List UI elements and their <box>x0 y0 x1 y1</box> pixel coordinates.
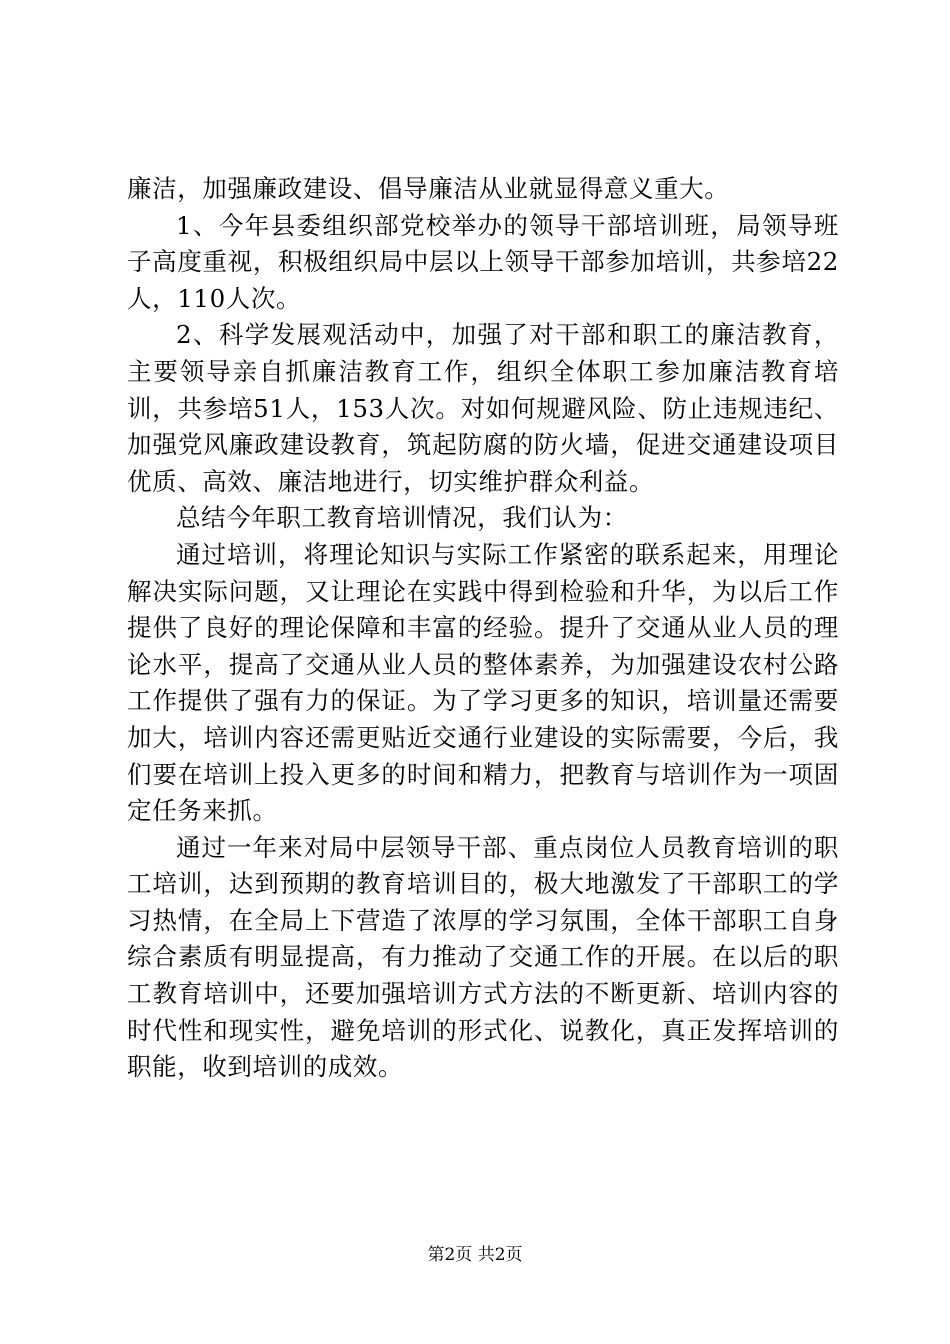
paragraph-summary-1: 通过培训，将理论知识与实际工作紧密的联系起来，用理论解决实际问题，又让理论在实践中得到检验和升华，为以后工作提供了良好的理论保障和丰富的经验。提升了交通从业人员的理论水平，提高了交通从业人员的整体素养，为加强建设农村公路工作提供了强有力的保证。为了学习更多的知识，培训量还需要加大，培训内容还需更贴近交通行业建设的实际需要，今后，我们要在培训上投入更多的时间和精力，把教育与培训作为一项固定任务来抓。 <box>127 539 839 826</box>
paragraph-continuation: 廉洁，加强廉政建设、倡导廉洁从业就显得意义重大。 <box>127 174 730 203</box>
paragraph-item-2: 2、科学发展观活动中，加强了对干部和职工的廉洁教育，主要领导亲自抓廉洁教育工作，组织全体职工参加廉洁教育培训，共参培51人，153人次。对如何规避风险、防止违规违纪、加强党风廉政建设教育，筑起防腐的防火墙，促进交通建设项目优质、高效、廉洁地进行，切实维护群众利益。 <box>127 320 839 496</box>
paragraph-summary-2: 通过一年来对局中层领导干部、重点岗位人员教育培训的职工培训，达到预期的教育培训目的，极大地激发了干部职工的学习热情，在全局上下营造了浓厚的学习氛围，全体干部职工自身综合素质有明显提高，有力推动了交通工作的开展。在以后的职工教育培训中，还要加强培训方式方法的不断更新、培训内容的时代性和现实性，避免培训的形式化、说教化，真正发挥培训的职能，收到培训的成效。 <box>127 832 839 1082</box>
page-number-footer: 第2页 共2页 <box>427 1245 523 1265</box>
paragraph-item-1: 1、今年县委组织部党校举办的领导干部培训班，局领导班子高度重视，积极组织局中层以上领导干部参加培训，共参培22人，110人次。 <box>127 210 839 313</box>
paragraph-summary-intro: 总结今年职工教育培训情况，我们认为： <box>176 503 628 533</box>
document-body <box>127 171 839 1086</box>
